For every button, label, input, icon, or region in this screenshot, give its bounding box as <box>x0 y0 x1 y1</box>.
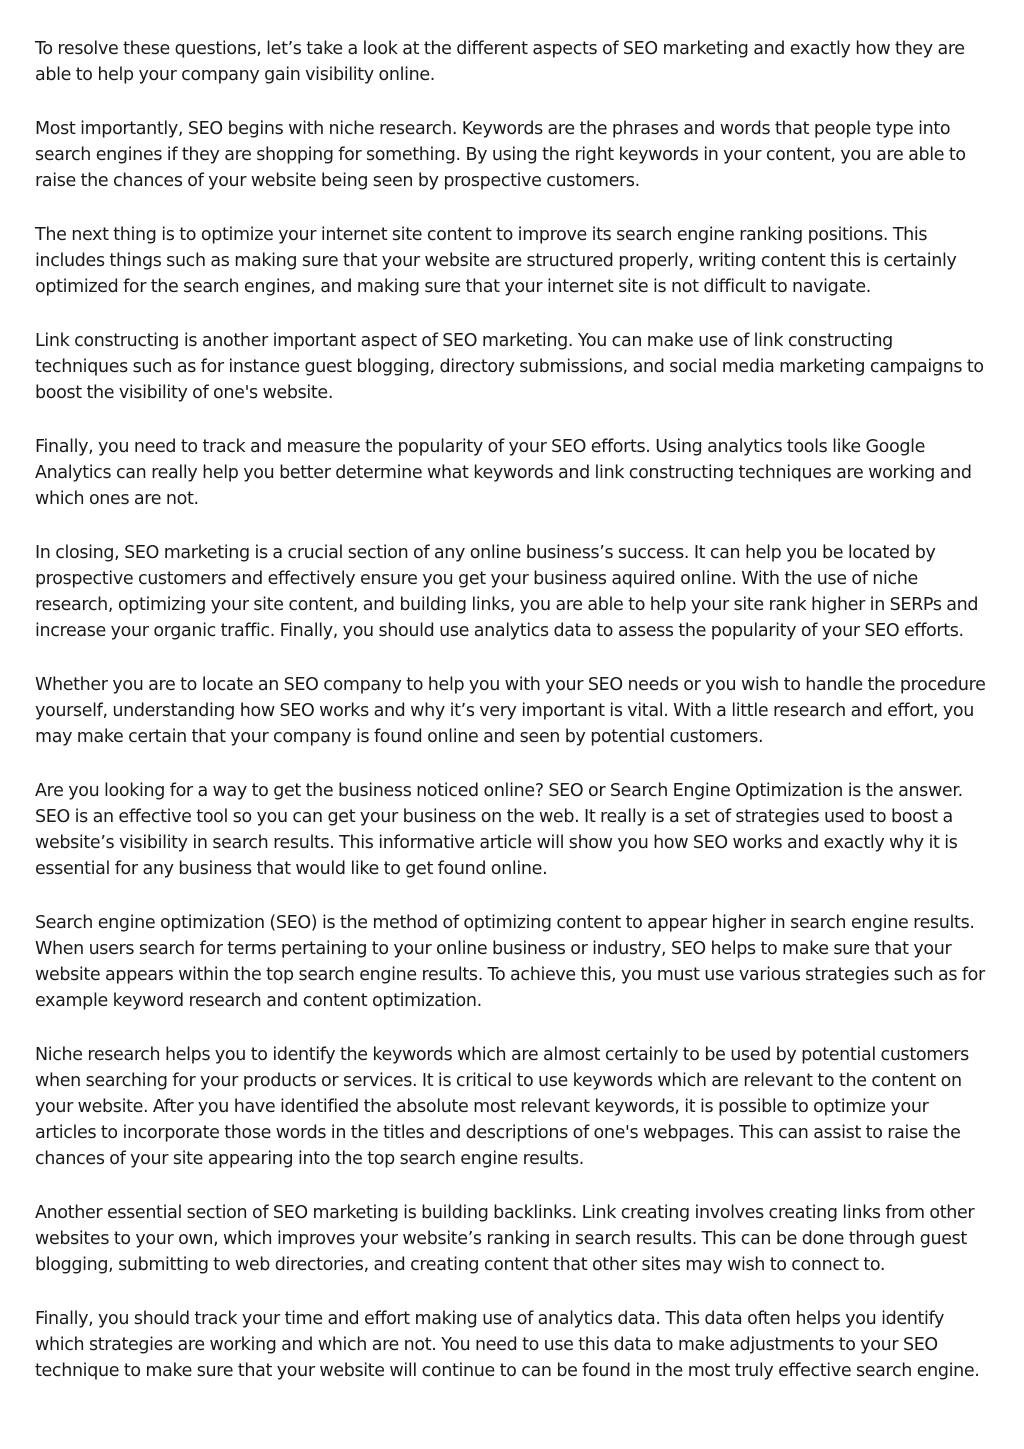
paragraph-7: Whether you are to locate an SEO company to help you with your SEO needs or you wish to handle the procedure yourself, understanding how SEO works and why it’s very important is vital. With a little research and effort, you may make certain that your company is found online and seen by potential customers. <box>35 675 986 747</box>
paragraph-4: Link constructing is another important aspect of SEO marketing. You can make use of link constructing techniques such as for instance guest blogging, directory submissions, and social media marketing campaigns to boost the visibility of one's website. <box>35 331 984 403</box>
paragraph-6: In closing, SEO marketing is a crucial section of any online business’s success. It can help you be located by prospective customers and effectively ensure you get your business aquired online. With the use of niche research, optimizing your site content, and building links, you are able to help your site rank higher in SERPs and increase your organic traffic. Finally, you should use analytics data to assess the popularity of your SEO efforts. <box>35 543 979 641</box>
paragraph-2: Most importantly, SEO begins with niche research. Keywords are the phrases and words that people type into search engines if they are shopping for something. By using the right keywords in your content, you are able to raise the chances of your website being seen by prospective customers. <box>35 119 966 191</box>
paragraph-5: Finally, you need to track and measure the popularity of your SEO efforts. Using analytics tools like Google Analytics can really help you better determine what keywords and link constructing techniques are working and which ones are not. <box>35 437 972 509</box>
paragraph-1: To resolve these questions, let’s take a look at the different aspects of SEO marketing and exactly how they are able to help your company gain visibility online. <box>35 39 965 85</box>
paragraph-9: Search engine optimization (SEO) is the method of optimizing content to appear higher in search engine results. When users search for terms pertaining to your online business or industry, SEO helps to make sure that your website appears within the top search engine results. To achieve this, you must use various strategies such as for example keyword research and content optimization. <box>35 913 985 1011</box>
paragraph-12: Finally, you should track your time and effort making use of analytics data. This data often helps you identify which strategies are working and which are not. You need to use this data to make adjustments to your SEO technique to make sure that your website will continue to can be found in the most truly effective search engine. <box>35 1309 980 1381</box>
document-body <box>35 36 990 1412</box>
paragraph-8: Are you looking for a way to get the business noticed online? SEO or Search Engine Optimization is the answer. SEO is an effective tool so you can get your business on the web. It really is a set of strategies used to boost a website’s visibility in search results. This informative article will show you how SEO works and exactly why it is essential for any business that would like to get found online. <box>35 781 963 879</box>
paragraph-10: Niche research helps you to identify the keywords which are almost certainly to be used by potential customers when searching for your products or services. It is critical to use keywords which are relevant to the content on your website. After you have identified the absolute most relevant keywords, it is possible to optimize your articles to incorporate those words in the titles and descriptions of one's webpages. This can assist to raise the chances of your site appearing into the top search engine results. <box>35 1045 969 1169</box>
paragraph-3: The next thing is to optimize your internet site content to improve its search engine ranking positions. This includes things such as making sure that your website are structured properly, writing content this is certainly optimized for the search engines, and making sure that your internet site is not difficult to navigate. <box>35 225 957 297</box>
paragraph-11: Another essential section of SEO marketing is building backlinks. Link creating involves creating links from other websites to your own, which improves your website’s ranking in search results. This can be done through guest blogging, submitting to web directories, and creating content that other sites may wish to connect to. <box>35 1203 975 1275</box>
